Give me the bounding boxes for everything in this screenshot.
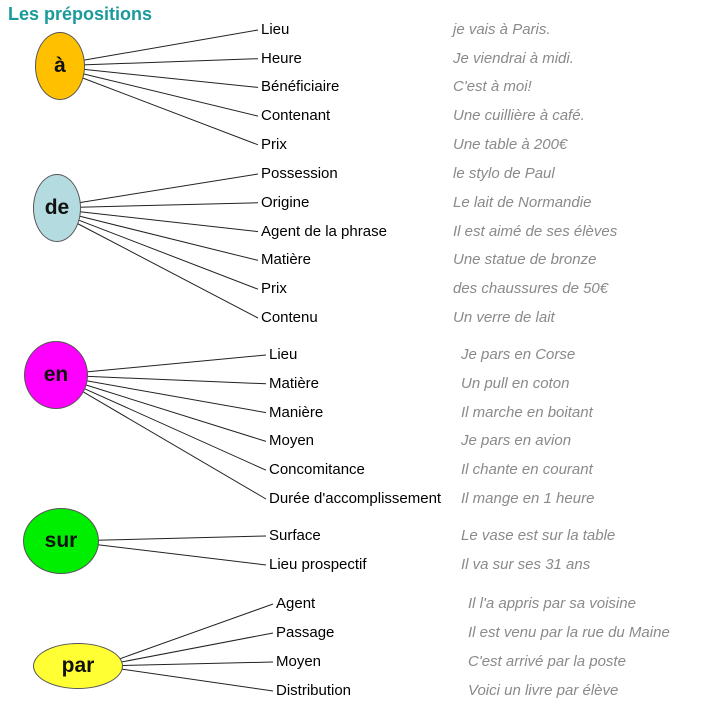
connector-a-2 (83, 69, 258, 87)
usage-label: Lieu (269, 346, 298, 363)
preposition-bubble-en: en (24, 341, 88, 409)
connector-par-1 (119, 633, 273, 663)
example-sentence: Je viendrai à midi. (453, 49, 574, 67)
example-sentence: Il va sur ses 31 ans (461, 556, 591, 573)
example-sentence: Il chante en courant (461, 461, 593, 479)
usage-label: Passage (276, 624, 335, 641)
example-sentence: Il mange en 1 heure (461, 490, 595, 507)
example-sentence: Je pars en avion (461, 432, 572, 450)
usage-label: Manière (269, 403, 324, 421)
usage-label: Surface (269, 527, 321, 544)
connector-a-3 (82, 74, 258, 117)
example-sentence: Le vase est sur la table (461, 527, 616, 544)
usage-label: Agent de la phrase (261, 222, 387, 240)
connector-en-1 (85, 376, 266, 384)
preposition-bubble-sur: sur (23, 508, 99, 574)
connector-en-3 (84, 384, 266, 441)
example-sentence: Voici un livre par élève (468, 682, 619, 699)
example-sentence: Une table à 200€ (453, 135, 568, 153)
example-sentence: le stylo de Paul (453, 165, 555, 182)
connector-de-1 (79, 203, 258, 207)
usage-label: Matière (261, 251, 312, 269)
example-sentence: C'est à moi! (453, 78, 532, 96)
connector-par-0 (118, 604, 274, 660)
example-sentence: Il est aimé de ses élèves (453, 222, 618, 240)
preposition-bubble-a: à (35, 32, 85, 100)
usage-label: Lieu prospectif (269, 556, 367, 573)
usage-label: Moyen (276, 653, 322, 670)
connector-a-1 (83, 59, 258, 65)
usage-label: Bénéficiaire (261, 78, 340, 96)
usage-label: Possession (261, 165, 338, 182)
connector-de-4 (78, 220, 259, 290)
usage-label: Agent (276, 595, 316, 612)
connector-sur-0 (96, 536, 266, 540)
example-sentence: Une statue de bronze (453, 251, 597, 269)
connector-par-3 (119, 669, 273, 691)
example-sentence: Une cuillière à café. (453, 107, 585, 125)
connector-de-0 (79, 174, 258, 203)
example-sentence: Il marche en boitant (461, 403, 593, 421)
example-sentence: Le lait de Normandie (453, 193, 592, 211)
usage-label: Origine (261, 193, 310, 211)
connector-en-2 (85, 381, 266, 413)
example-sentence: C'est arrivé par la poste (468, 653, 626, 670)
usage-label: Heure (261, 49, 302, 67)
usage-label: Lieu (261, 21, 290, 38)
connector-a-0 (83, 30, 258, 60)
example-sentence: Un verre de lait (453, 309, 555, 326)
connector-de-5 (76, 223, 258, 318)
usage-label: Distribution (276, 682, 352, 699)
connector-en-5 (81, 391, 266, 499)
connector-en-4 (83, 388, 266, 470)
example-sentence: Il est venu par la rue du Maine (468, 624, 670, 641)
connector-sur-1 (96, 545, 266, 566)
example-sentence: Un pull en coton (461, 374, 570, 392)
preposition-bubble-de: de (33, 174, 81, 242)
usage-label: Matière (269, 374, 320, 392)
usage-label: Moyen (269, 432, 315, 450)
connector-en-0 (85, 355, 266, 372)
connector-par-2 (119, 662, 273, 666)
preposition-bubble-par: par (33, 643, 123, 689)
page-title: Les prépositions (8, 4, 153, 24)
usage-label: Contenant (261, 107, 331, 125)
connector-de-2 (79, 212, 258, 232)
example-sentence: Je pars en Corse (461, 346, 576, 363)
usage-label: Contenu (261, 309, 318, 326)
usage-label: Concomitance (269, 461, 365, 479)
example-sentence: je vais à Paris. (453, 21, 551, 38)
example-sentence: Il l'a appris par sa voisine (468, 595, 636, 612)
usage-label: Prix (261, 280, 287, 298)
connector-a-4 (81, 78, 258, 145)
example-sentence: des chaussures de 50€ (453, 280, 609, 298)
usage-label: Prix (261, 135, 287, 153)
usage-label: Durée d'accomplissement (269, 490, 442, 507)
